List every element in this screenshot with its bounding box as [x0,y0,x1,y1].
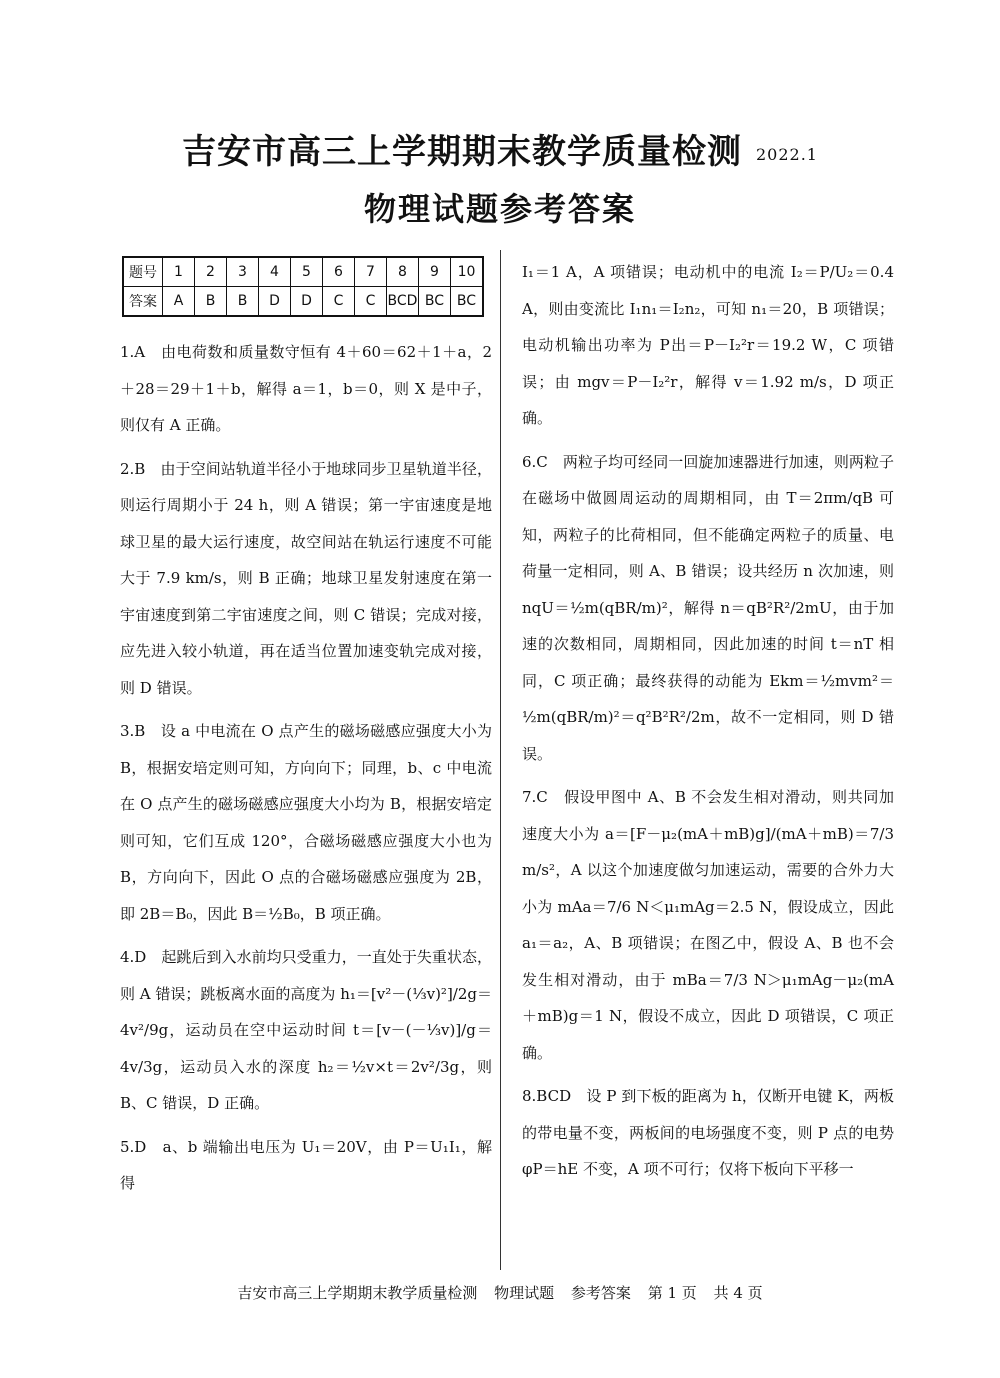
question-number: 7 [355,257,387,287]
answer-cell: D [291,287,323,317]
answer-table-number-row [123,257,483,287]
answer-cell: BCD [387,287,419,317]
answer-explanation-6: 6.C 两粒子均可经同一回旋加速器进行加速，则两粒子在磁场中做圆周运动的周期相同，由 T＝2πm/qB 可知，两粒子的比荷相同，但不能确定两粒子的质量、电荷量一定相同，则 A、B 错误；设共经历 n 次加速，则 nqU＝½m(qBR/m)²，解得 n＝qB²R²/2mU，由于加速的次数相同，周期相同，因此加速的时间 t＝nT 相同，C 项正确；最终获得的动能为 Ekm＝½mvm²＝½m(qBR/m)²＝q²B²R²/2m，故不一定相同，则 D 错误。 [522,452,894,763]
footer-kind: 参考答案 [570,1284,631,1302]
answer-cell: D [259,287,291,317]
answer-cell: C [323,287,355,317]
question-number: 9 [419,257,451,287]
right-column [522,254,894,1195]
question-number: 3 [227,257,259,287]
answer-table [122,256,484,317]
question-number: 5 [291,257,323,287]
footer-exam: 吉安市高三上学期期末教学质量检测 [237,1284,478,1302]
question-number: 6 [323,257,355,287]
left-column [120,334,492,1209]
page-title: 吉安市高三上学期期末教学质量检测 2022.1 [182,132,818,172]
answer-table-answer-row [123,287,483,317]
table-row-label: 答案 [123,287,163,317]
answer-explanation-5-cont: I₁＝1 A，A 项错误；电动机中的电流 I₂＝P/U₂＝0.4 A，则由变流比 I₁n₁＝I₂n₂，可知 n₁＝20，B 项错误；电动机输出功率为 P出＝P－I₂²r＝19.2 W，C 项错误；由 mgv＝P－I₂²r，解得 v＝1.92 m/s，D 项正确。 [522,263,894,427]
answer-cell: BC [451,287,484,317]
page-subtitle: 物理试题参考答案 [363,190,636,228]
answer-cell: A [163,287,195,317]
answer-cell: BC [419,287,451,317]
answer-cell: B [195,287,227,317]
answer-explanation-5-start: 5.D a、b 端输出电压为 U₁＝20V，由 P＝U₁I₁，解得 [120,1137,492,1192]
footer-page: 第 1 页 [647,1284,697,1302]
question-number: 1 [163,257,195,287]
question-number: 4 [259,257,291,287]
question-number: 2 [195,257,227,287]
page-footer [0,1282,1000,1303]
answer-cell: B [227,287,259,317]
footer-subject: 物理试题 [494,1284,555,1302]
question-number: 8 [387,257,419,287]
answer-explanation-7: 7.C 假设甲图中 A、B 不会发生相对滑动，则共同加速度大小为 a＝[F－μ₂(mA＋mB)g]/(mA＋mB)＝7/3 m/s²，A 以这个加速度做匀加速运动，需要的合外力大小为 mAa＝7/6 N＜μ₁mAg＝2.5 N，假设成立，因此 a₁＝a₂，A、B 项错误；在图乙中，假设 A、B 也不会发生相对滑动，由于 mBa＝7/3 N＞μ₁mAg－μ₂(mA＋mB)g＝1 N，假设不成立，因此 D 项错误，C 项正确。 [522,788,894,1062]
answer-cell: C [355,287,387,317]
exam-date: 2022.1 [756,144,818,164]
question-number: 10 [451,257,484,287]
answer-explanation-1: 1.A 由电荷数和质量数守恒有 4＋60＝62＋1＋a，2＋28＝29＋1＋b，解得 a＝1，b＝0，则 X 是中子，则仅有 A 正确。 [120,343,492,434]
answer-explanation-4: 4.D 起跳后到入水前均只受重力，一直处于失重状态，则 A 错误；跳板离水面的高度为 h₁＝[v²－(⅓v)²]/2g＝4v²/9g，运动员在空中运动时间 t＝[v－(－⅓v)]/g＝4v/3g，运动员入水的深度 h₂＝½v×t＝2v²/3g，则 B、C 错误，D 正确。 [120,948,492,1112]
answer-explanation-3: 3.B 设 a 中电流在 O 点产生的磁场磁感应强度大小为 B，根据安培定则可知，方向向下；同理，b、c 中电流在 O 点产生的磁场磁感应强度大小均为 B，根据安培定则可知，它们互成 120°，合磁场磁感应强度大小也为 B，方向向下，因此 O 点的合磁场磁感应强度为 2B，即 2B＝B₀，因此 B＝½B₀，B 项正确。 [120,722,492,923]
answer-explanation-8-start: 8.BCD 设 P 到下板的距离为 h，仅断开电键 K，两板的带电量不变，两板间的电场强度不变，则 P 点的电势 φP＝hE 不变，A 项不可行；仅将下板向下平移一 [522,1087,894,1178]
column-divider [500,250,501,1270]
answer-explanation-2: 2.B 由于空间站轨道半径小于地球同步卫星轨道半径，则运行周期小于 24 h，则 A 错误；第一宇宙速度是地球卫星的最大运行速度，故空间站在轨运行速度不可能大于 7.9 km/s，则 B 正确；地球卫星发射速度在第一宇宙速度到第二宇宙速度之间，则 C 错误；完成对接，应先进入较小轨道，再在适当位置加速变轨完成对接，则 D 错误。 [120,459,492,697]
table-row-label: 题号 [123,257,163,287]
footer-total: 共 4 页 [713,1284,763,1302]
